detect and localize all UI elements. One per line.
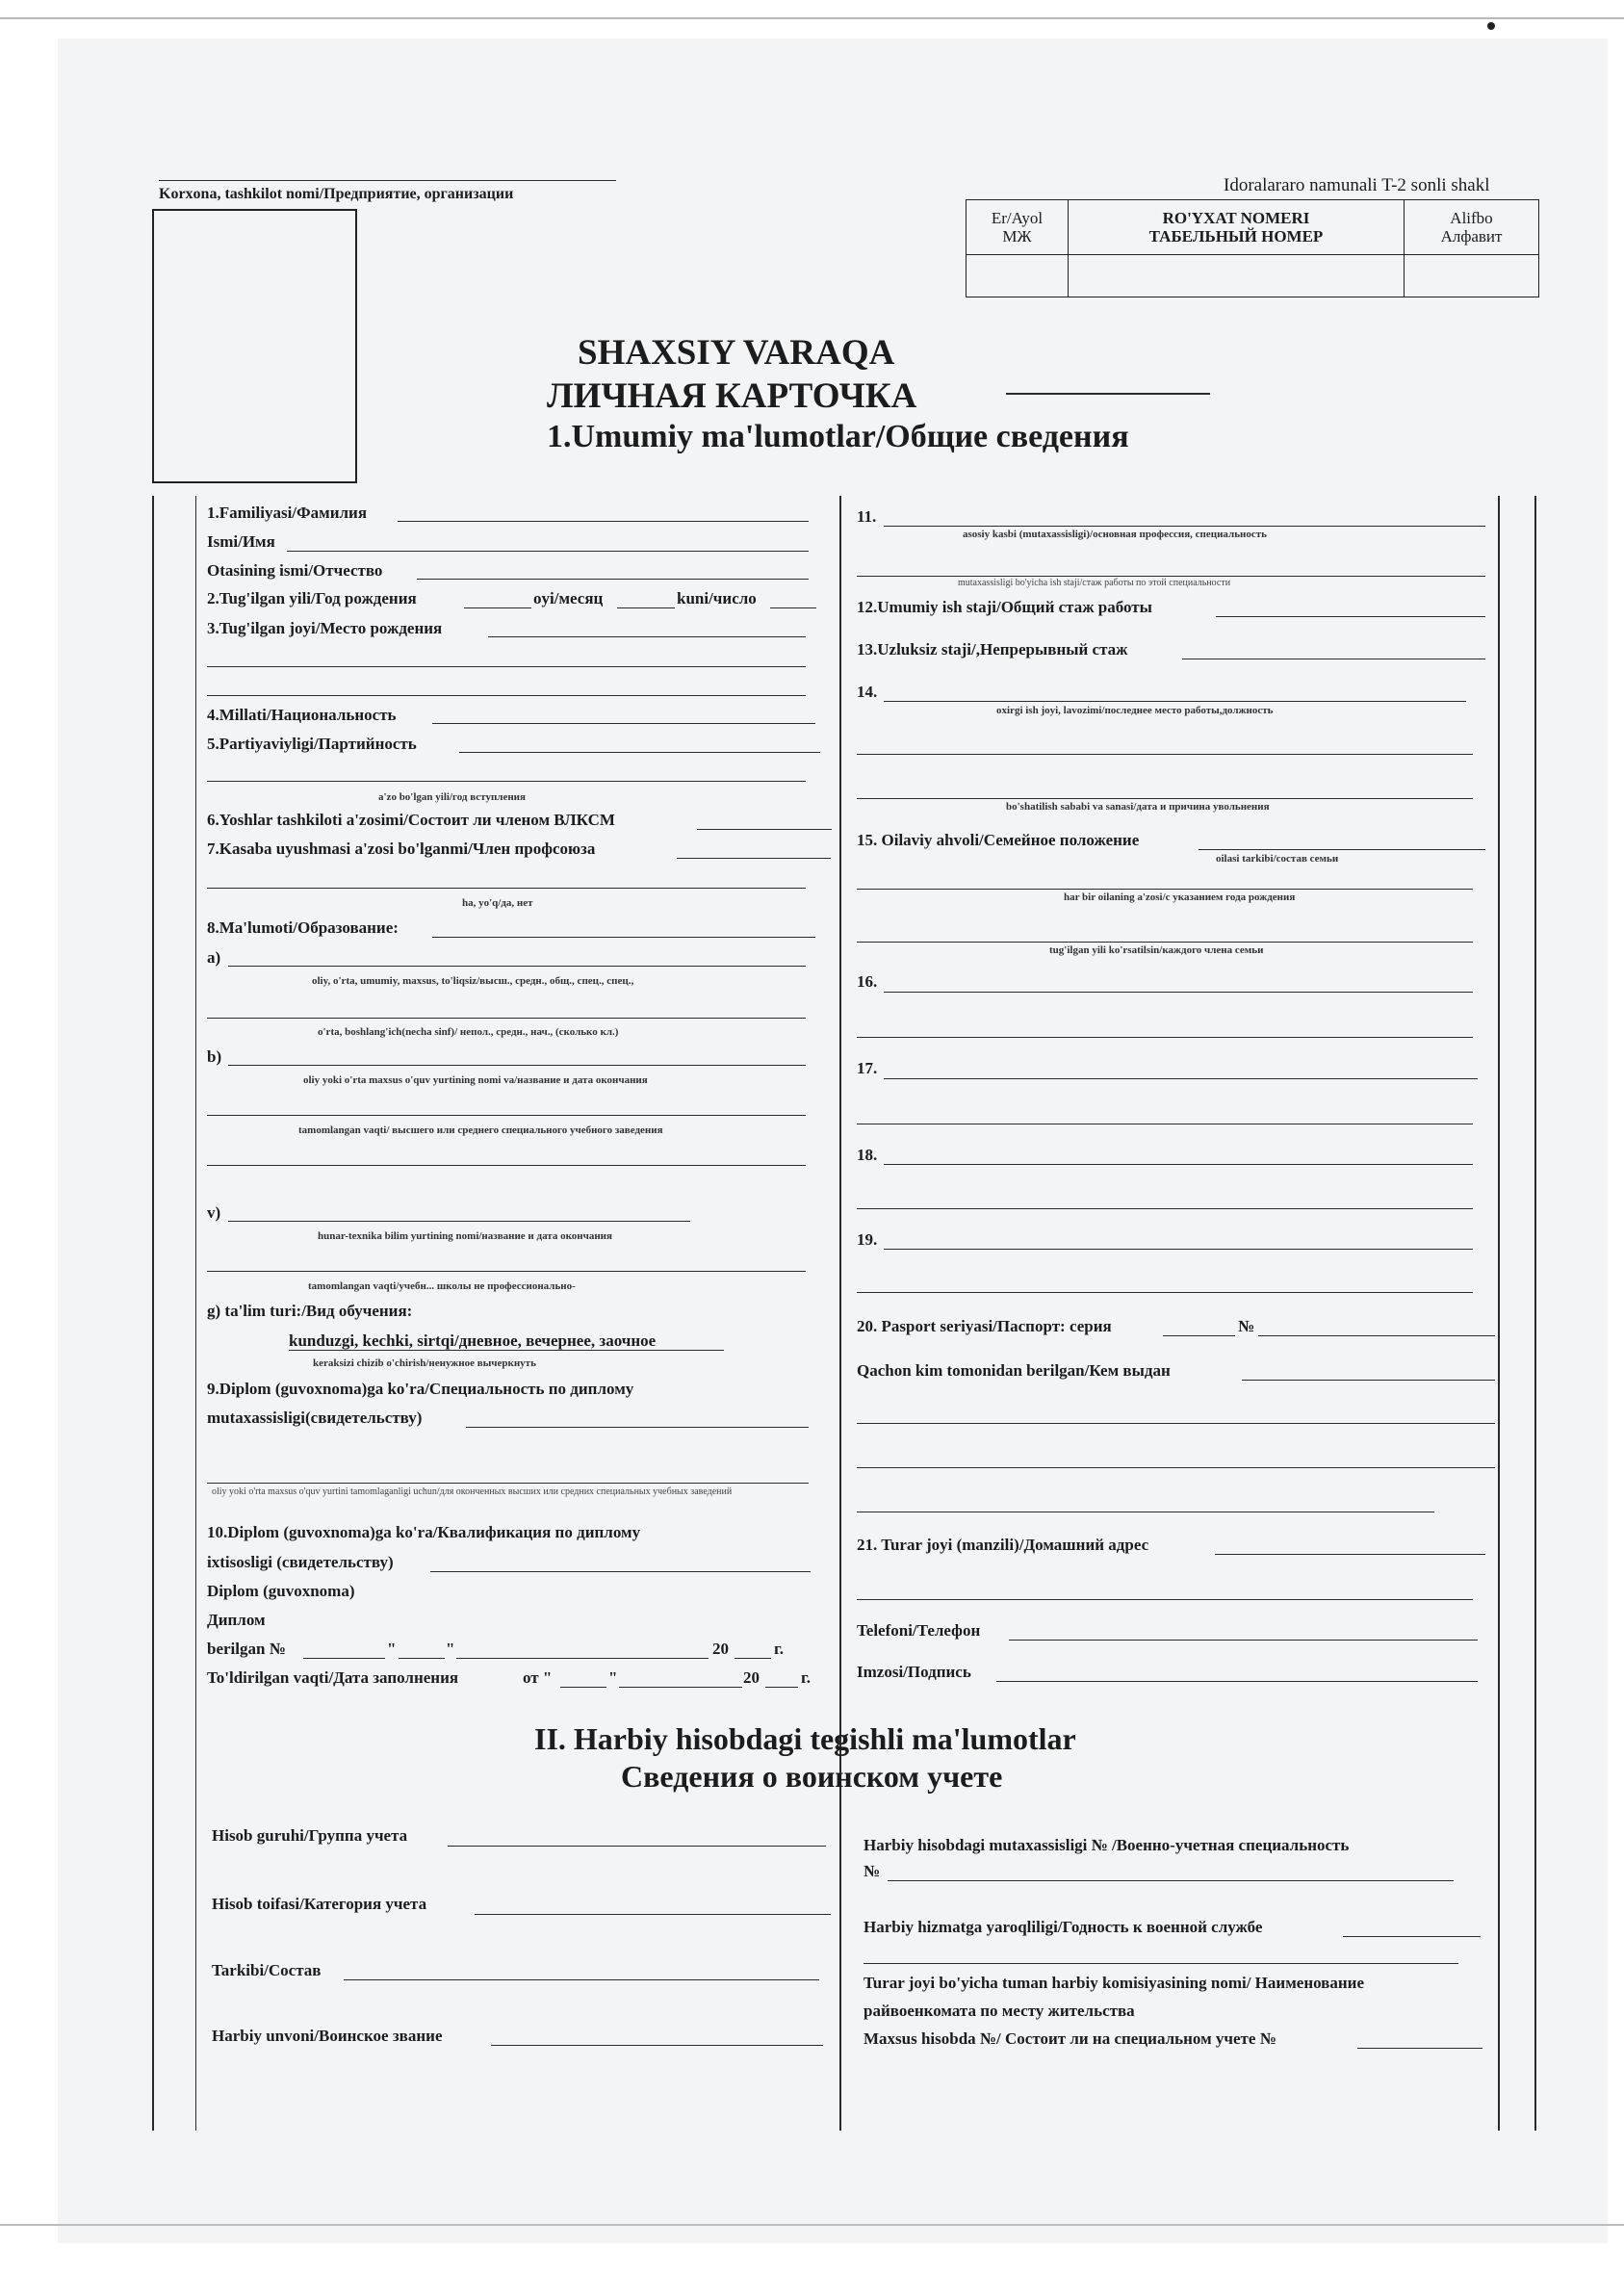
- field-study-form-label: g) ta'lim turi:/Вид обучения:: [207, 1302, 413, 1320]
- mil-staff-label: Tarkibi/Состав: [212, 1961, 322, 1979]
- field-filled-quote: ": [608, 1668, 618, 1687]
- field-birthyear-label: 2.Tug'ilgan yili/Год рождения: [207, 589, 417, 607]
- field-profession-label: 11.: [857, 507, 877, 526]
- field-passport-issued-label: Qachon kim tomonidan berilgan/Кем выдан: [857, 1361, 1171, 1380]
- mil-staff-line[interactable]: [344, 1979, 819, 1980]
- mil-category-line[interactable]: [475, 1914, 831, 1915]
- field-birthplace-line[interactable]: [488, 636, 806, 637]
- field-education-b-label: b): [207, 1047, 222, 1066]
- reg-number-value[interactable]: [1069, 254, 1405, 297]
- field-party-hint: a'zo bo'lgan yili/год вступления: [378, 791, 526, 803]
- alphabet-label-uz: Alifbo: [1450, 208, 1493, 227]
- field-birthmonth-label: oyi/месяц: [533, 589, 604, 607]
- field-profession-hint2: mutaxassisligi bo'yicha ish staji/стаж работы по этой специальности: [958, 578, 1231, 588]
- field-profession-hint: asosiy kasbi (mutaxassisligi)/основная профессия, специальность: [963, 529, 1267, 540]
- field-passport-label: 20. Pasport seriyasi/Паспорт: серия: [857, 1317, 1112, 1335]
- section2-title-uz: II. Harbiy hisobdagi tegishli ma'lumotlar: [534, 1721, 1076, 1756]
- field-signature-line[interactable]: [996, 1681, 1478, 1682]
- mil-specialty-label: Harbiy hisobdagi mutaxassisligi № /Военно-учетная специальность: [864, 1836, 1350, 1854]
- field-education-label: 8.Ma'lumoti/Образование:: [207, 918, 399, 937]
- title-ru: ЛИЧНАЯ КАРТОЧКА: [547, 376, 917, 416]
- scan-speck: [1487, 22, 1495, 30]
- field-issued-day-line[interactable]: [399, 1658, 445, 1659]
- field-education-a-line[interactable]: [228, 966, 806, 967]
- field-youth-label: 6.Yoshlar tashkiloti a'zosimi/Состоит ли членом ВЛКСМ: [207, 811, 615, 829]
- field-education-a-hint: oliy, o'rta, umumiy, maxsus, to'liqsiz/высш., средн., общ., спец., спец.,: [312, 975, 634, 987]
- field-nationality-line[interactable]: [432, 723, 815, 724]
- field-passport-issued-line[interactable]: [1242, 1380, 1495, 1381]
- field-surname-label: 1.Familiyasi/Фамилия: [207, 504, 368, 522]
- mil-category-label: Hisob toifasi/Категория учета: [212, 1895, 427, 1913]
- field-issued-year-line[interactable]: [735, 1658, 771, 1659]
- field-party-line2[interactable]: [207, 781, 806, 782]
- field-patronymic-label: Otasining ismi/Отчество: [207, 561, 383, 580]
- field-19-line[interactable]: [884, 1249, 1473, 1250]
- field-16-label: 16.: [857, 972, 878, 991]
- field-16-line2[interactable]: [857, 1037, 1473, 1038]
- field-issued-year-prefix: 20: [712, 1640, 729, 1658]
- org-name-line: [159, 180, 616, 181]
- field-issued-month-line[interactable]: [456, 1658, 709, 1659]
- field-education-v-line[interactable]: [228, 1221, 690, 1222]
- field-profession-line2[interactable]: [857, 576, 1485, 577]
- field-specialty-hint: oliy yoki o'rta maxsus o'quv yurtini tamomlaganligi uchun/для оконченных высших или средних специальных учебных заведений: [212, 1486, 733, 1497]
- field-last-job-hint2: bo'shatilish sababi va sanasi/дата и причина увольнения: [1006, 801, 1270, 813]
- section2-title-ru: Сведения о воинском учете: [621, 1759, 1003, 1794]
- field-diploma-label-ru: Диплом: [207, 1611, 266, 1629]
- field-specialty-label: 9.Diplom (guvoxnoma)ga ko'ra/Специальность по диплому: [207, 1380, 634, 1398]
- field-youth-line[interactable]: [697, 829, 832, 830]
- reg-number-label-ru: ТАБЕЛЬНЫЙ НОМЕР: [1148, 226, 1324, 245]
- field-phone-label: Telefoni/Телефон: [857, 1621, 981, 1640]
- field-address-line2[interactable]: [857, 1599, 1473, 1600]
- field-birthplace-line3[interactable]: [207, 695, 806, 696]
- mil-rank-label: Harbiy unvoni/Воинское звание: [212, 2027, 443, 2045]
- org-label: Korxona, tashkilot nomi/Предприятие, организации: [159, 186, 514, 202]
- field-union-line2[interactable]: [207, 888, 806, 889]
- gender-label-ru: МЖ: [1002, 226, 1032, 245]
- field-education-b-line[interactable]: [228, 1065, 806, 1066]
- field-specialty-label2: mutaxassisligi(свидетельству): [207, 1408, 423, 1427]
- field-family-hint2: har bir oilaning a'zosi/с указанием года рождения: [1064, 892, 1296, 903]
- field-union-line[interactable]: [677, 858, 831, 859]
- mil-fitness-label: Harbiy hizmatga yaroqliligi/Годность к военной службе: [864, 1918, 1263, 1936]
- field-19-label: 19.: [857, 1230, 878, 1249]
- field-specialty-line2[interactable]: [207, 1483, 809, 1484]
- mil-group-line[interactable]: [448, 1846, 826, 1847]
- field-last-job-line2[interactable]: [857, 754, 1473, 755]
- field-passport-issued-line2[interactable]: [857, 1423, 1495, 1424]
- mil-specialty-number-label: №: [864, 1862, 881, 1880]
- field-continuous-experience-label: 13.Uzluksiz staji/,Непрерывный стаж: [857, 640, 1128, 659]
- codes-table: [966, 199, 1539, 297]
- field-last-job-label: 14.: [857, 683, 878, 701]
- field-study-form-hint: keraksizi chizib o'chirish/ненужное вычеркнуть: [313, 1357, 536, 1369]
- field-filled-year-prefix: 20: [743, 1668, 760, 1687]
- field-education-v-label: v): [207, 1203, 221, 1222]
- field-19-line2[interactable]: [857, 1292, 1473, 1293]
- photo-box: [152, 209, 357, 483]
- frame-middle: [839, 496, 841, 2131]
- title-uz: SHAXSIY VARAQA: [578, 333, 895, 373]
- field-qualification-line[interactable]: [430, 1571, 811, 1572]
- title-number-line: [1006, 393, 1210, 395]
- reg-number-label-uz: RO'YXAT NOMERI: [1162, 208, 1310, 227]
- field-education-line[interactable]: [432, 937, 815, 938]
- gender-label-uz: Er/Ayol: [991, 208, 1044, 227]
- field-phone-line[interactable]: [1009, 1640, 1478, 1641]
- field-birthday-label: kuni/число: [677, 589, 757, 607]
- field-name-line[interactable]: [287, 551, 809, 552]
- alphabet-value[interactable]: [1405, 254, 1539, 297]
- field-education-v-hint2: tamomlangan vaqti/учебн... школы не профессионально-: [308, 1280, 576, 1292]
- field-last-job-line[interactable]: [884, 701, 1466, 702]
- field-signature-label: Imzosi/Подпись: [857, 1663, 971, 1681]
- field-education-a-hint2: o'rta, boshlang'ich(necha sinf)/ непол., средн., нач., (сколько кл.): [318, 1026, 619, 1038]
- field-family-line2[interactable]: [857, 889, 1473, 890]
- field-filled-day-line[interactable]: [560, 1687, 606, 1688]
- field-total-experience-line[interactable]: [1216, 616, 1485, 617]
- mil-specialty-line[interactable]: [888, 1880, 1454, 1881]
- field-passport-issued-line3[interactable]: [857, 1467, 1495, 1468]
- mil-group-label: Hisob guruhi/Группа учета: [212, 1826, 408, 1845]
- field-qualification-label: 10.Diplom (guvoxnoma)ga ko'ra/Квалификация по диплому: [207, 1523, 641, 1541]
- field-issued-label: berilgan №: [207, 1640, 286, 1658]
- field-filled-label: To'ldirilgan vaqti/Дата заполнения: [207, 1668, 459, 1687]
- field-address-label: 21. Turar joyi (manzili)/Домашний адрес: [857, 1536, 1149, 1554]
- field-education-b-hint: oliy yoki o'rta maxsus o'quv yurtining nomi va/название и дата окончания: [303, 1074, 648, 1086]
- field-union-hint: ha, yo'q/да, нет: [462, 897, 533, 909]
- mil-fitness-line[interactable]: [1343, 1936, 1481, 1937]
- field-family-hint3: tug'ilgan yili ko'rsatilsin/каждого члена семьи: [1049, 944, 1264, 956]
- section1-title: 1.Umumiy ma'lumotlar/Общие сведения: [547, 419, 1129, 454]
- field-16-line[interactable]: [884, 992, 1473, 993]
- scan-edge-bottom: [0, 2224, 1624, 2226]
- field-diploma-label: Diplom (guvoxnoma): [207, 1582, 355, 1600]
- field-total-experience-label: 12.Umumiy ish staji/Общий стаж работы: [857, 598, 1152, 616]
- field-issued-quote-close: ": [446, 1640, 455, 1658]
- field-union-label: 7.Kasaba uyushmasi a'zosi bo'lganmi/Член профсоюза: [207, 840, 596, 858]
- field-birthplace-label: 3.Tug'ilgan joyi/Место рождения: [207, 619, 443, 637]
- gender-value[interactable]: [967, 254, 1069, 297]
- field-last-job-hint: oxirgi ish joyi, lavozimi/последнее место работы,должность: [996, 705, 1274, 716]
- field-profession-line[interactable]: [884, 526, 1485, 527]
- field-party-label: 5.Partiyaviyligi/Партийность: [207, 735, 417, 753]
- field-family-line3[interactable]: [857, 942, 1473, 943]
- frame-right: [1498, 496, 1500, 2131]
- field-18-label: 18.: [857, 1146, 878, 1164]
- field-family-status-hint: oilasi tarkibi/состав семьи: [1216, 853, 1339, 865]
- field-qualification-label2: ixtisosligi (свидетельству): [207, 1553, 394, 1571]
- field-surname-line[interactable]: [398, 521, 809, 522]
- field-address-line[interactable]: [1215, 1554, 1485, 1555]
- field-filled-year-line[interactable]: [765, 1687, 798, 1688]
- field-nationality-label: 4.Millati/Национальность: [207, 706, 397, 724]
- field-17-line[interactable]: [884, 1078, 1478, 1079]
- field-education-v-line2[interactable]: [207, 1271, 806, 1272]
- alphabet-label-ru: Алфавит: [1440, 226, 1503, 245]
- field-birthday-line[interactable]: [770, 607, 816, 608]
- field-issued-number-line[interactable]: [303, 1658, 385, 1659]
- field-filled-month-line[interactable]: [619, 1687, 742, 1688]
- field-education-b-line3[interactable]: [207, 1165, 806, 1166]
- field-18-line2[interactable]: [857, 1208, 1473, 1209]
- mil-commissariat-label: Turar joyi bo'yicha tuman harbiy komisiyasining nomi/ Наименование: [864, 1974, 1365, 1992]
- mil-commissariat-label2: райвоенкомата по месту жительства: [864, 2002, 1135, 2020]
- field-education-v-hint: hunar-texnika bilim yurtining nomi/название и дата окончания: [318, 1230, 612, 1242]
- field-education-a-label: a): [207, 948, 221, 967]
- field-education-a-line2[interactable]: [207, 1018, 806, 1019]
- field-filled-year-suffix: г.: [801, 1668, 812, 1687]
- frame-right-outer: [1534, 496, 1536, 2131]
- field-birthplace-line2[interactable]: [207, 666, 806, 667]
- field-passport-series-line[interactable]: [1163, 1335, 1235, 1336]
- field-17-label: 17.: [857, 1059, 878, 1077]
- field-party-line[interactable]: [459, 752, 820, 753]
- mil-rank-line[interactable]: [491, 2045, 823, 2046]
- mil-special-label: Maxsus hisobda №/ Состоит ли на специальном учете №: [864, 2029, 1276, 2048]
- field-family-status-line[interactable]: [1199, 849, 1485, 850]
- field-study-form-line[interactable]: [289, 1350, 724, 1351]
- scan-edge-top: [0, 17, 1624, 19]
- field-issued-year-suffix: г.: [774, 1640, 785, 1658]
- mil-fitness-line2[interactable]: [864, 1963, 1458, 1964]
- field-education-b-line2[interactable]: [207, 1115, 806, 1116]
- field-filled-ot: от ": [523, 1668, 553, 1687]
- field-patronymic-line[interactable]: [417, 579, 809, 580]
- field-birthmonth-line[interactable]: [617, 607, 675, 608]
- field-18-line[interactable]: [884, 1164, 1473, 1165]
- frame-left: [152, 496, 154, 2131]
- field-passport-number-label: №: [1238, 1317, 1255, 1335]
- field-family-status-label: 15. Oilaviy ahvoli/Семейное положение: [857, 831, 1140, 849]
- field-issued-quote-open: ": [387, 1640, 397, 1658]
- field-passport-number-line[interactable]: [1258, 1335, 1495, 1336]
- field-birthyear-line[interactable]: [464, 607, 531, 608]
- field-education-b-hint2: tamomlangan vaqti/ высшего или среднего специального учебного заведения: [298, 1124, 663, 1136]
- field-specialty-line[interactable]: [466, 1427, 809, 1428]
- field-name-label: Ismi/Имя: [207, 532, 275, 551]
- frame-left-inner: [195, 496, 196, 2131]
- field-study-form-value[interactable]: kunduzgi, kechki, sirtqi/дневное, вечернее, заочное: [289, 1331, 657, 1350]
- form-note: Idoralararo namunali T-2 sonli shakl: [1224, 175, 1490, 195]
- mil-special-line[interactable]: [1357, 2048, 1482, 2049]
- field-last-job-line3[interactable]: [857, 798, 1473, 799]
